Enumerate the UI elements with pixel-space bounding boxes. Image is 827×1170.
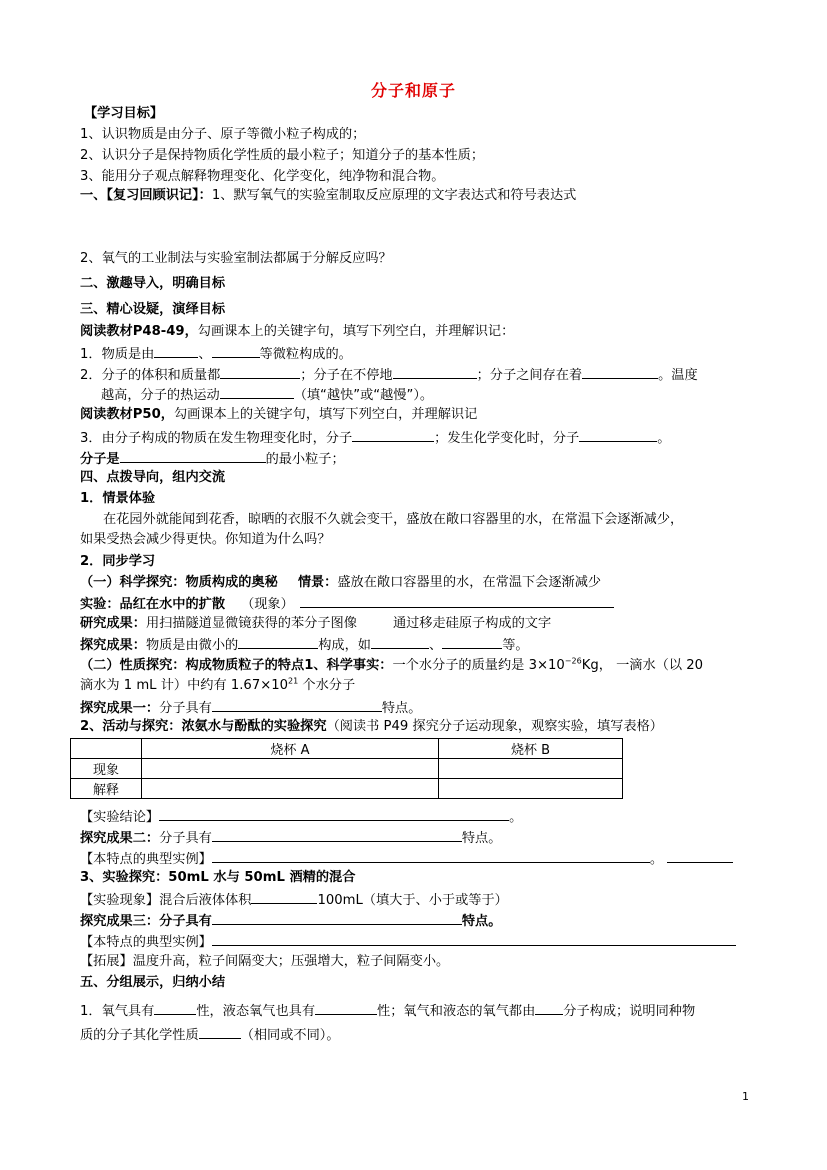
inquiry-1-line <box>80 573 601 593</box>
summary-question-1-cont <box>80 1024 340 1046</box>
summary-text: 1．氧气具有 <box>80 1004 155 1019</box>
inquiry-2-heading: （二）性质探究：构成物质粒子的特点 <box>80 658 305 673</box>
inquiry-1-heading: （一）科学探究：物质构成的奥秘 <box>80 575 278 590</box>
blank[interactable] <box>667 848 733 863</box>
q3-end: 。 <box>657 431 671 446</box>
table-cell-input[interactable] <box>142 779 439 799</box>
extension-text: 温度升高，粒子间隔变大；压强增大，粒子间隔变小。 <box>132 954 450 969</box>
achievement-2-text: 分子具有 <box>159 831 212 846</box>
table-cell-input[interactable] <box>439 759 623 779</box>
blank[interactable] <box>315 1000 377 1015</box>
review-line <box>80 186 576 206</box>
summary-question-1 <box>80 1000 695 1022</box>
blank[interactable] <box>212 848 650 863</box>
summary-text-d: 分子构成；说明同种物 <box>563 1004 696 1019</box>
blank[interactable] <box>535 1000 563 1015</box>
blank[interactable] <box>220 364 300 379</box>
blank[interactable] <box>220 384 294 399</box>
phenomenon-line <box>80 889 508 911</box>
summary-line2-end: （相同或不同）。 <box>240 1028 340 1043</box>
table-cell <box>71 739 142 759</box>
goals-heading: 【学习目标】 <box>84 106 164 121</box>
achievement-1-label: 探究成果一： <box>80 701 160 716</box>
blank[interactable] <box>159 806 509 821</box>
achievement-2-line <box>80 827 501 849</box>
summary-text-b: 性，液态氧气也具有 <box>196 1004 316 1019</box>
blank[interactable] <box>582 364 658 379</box>
def-text: 分子是 <box>80 452 120 467</box>
section-5-heading: 五、分组展示，归纳小结 <box>80 975 226 990</box>
page-title: 分子和原子 <box>370 81 456 100</box>
conclusion-line <box>80 806 522 828</box>
fact-text: 一个水分子的质量约是 3×10 <box>392 658 565 673</box>
fill-question-2-cont <box>101 384 433 406</box>
experiment-table <box>70 738 623 799</box>
blank[interactable] <box>120 448 266 463</box>
q2-text: 2．分子的体积和质量都 <box>80 368 221 383</box>
review-heading: 一、【复习回顾识记】： <box>80 188 212 203</box>
fact-text-2: 滴水为 1 mL 计）中约有 1.67×10 <box>80 678 289 693</box>
research-label: 研究成果： <box>80 616 146 631</box>
row-label: 现象 <box>71 759 142 779</box>
inquiry-2-line-cont <box>80 676 355 696</box>
typical-example-line <box>80 848 733 870</box>
sync-study-heading: 2．同步学习 <box>80 554 156 569</box>
blank[interactable] <box>238 634 318 649</box>
research-results-line <box>80 614 551 634</box>
fill-question-3 <box>80 427 670 449</box>
goal-item: 3、能用分子观点解释物理变化、化学变化，纯净物和混合物。 <box>80 169 445 184</box>
table-cell-input[interactable] <box>142 759 439 779</box>
blank[interactable] <box>212 910 462 925</box>
page-number: 1 <box>742 1090 749 1103</box>
table-row <box>71 779 623 799</box>
experiment-label: 实验：品红在水中的扩散 <box>80 597 226 612</box>
achievement-2-label: 探究成果二： <box>80 831 160 846</box>
scene-desc: 盛放在敞口容器里的水，在常温下会逐渐减少 <box>337 575 602 590</box>
phenomenon-end: 100mL（填大于、小于或等于） <box>317 893 508 908</box>
q3-text-b: ；发生化学变化时，分子 <box>434 431 580 446</box>
reading-text-1: 勾画课本上的关键字句，填写下列空白，并理解识记： <box>197 324 515 339</box>
conclusion-end: 。 <box>509 810 523 825</box>
achievement-1-text: 分子具有 <box>159 701 212 716</box>
reading-ref-1: 阅读教材P48-49， <box>80 324 198 339</box>
blank[interactable] <box>442 634 502 649</box>
achievement-3-line <box>80 910 501 932</box>
summary-text-c: 性；氧气和液态的氧气都由 <box>377 1004 536 1019</box>
q2-text-b: ；分子在不停地 <box>300 368 393 383</box>
q1-text: 1．物质是由 <box>80 347 155 362</box>
blank[interactable] <box>371 634 429 649</box>
achievement-3-label: 探究成果三：分子具有 <box>80 914 212 929</box>
blank[interactable] <box>212 697 382 712</box>
fill-question-2 <box>80 364 698 386</box>
fill-question-1 <box>80 343 352 365</box>
blank[interactable] <box>579 427 657 442</box>
activity-2-line <box>80 717 663 737</box>
fact-text-2b: 个水分子 <box>298 678 356 693</box>
section-4-heading: 四、点拨导向，组内交流 <box>80 470 226 485</box>
table-header: 烧杯 B <box>439 739 623 759</box>
scene-text: 在花园外就能闻到花香，晾晒的衣服不久就会变干，盛放在敞口容器里的水，在常温下会逐渐减少， <box>103 512 684 527</box>
activity-3-heading: 3、实验探究：50mL 水与 50mL 酒精的混合 <box>80 870 356 885</box>
table-row <box>71 759 623 779</box>
blank[interactable] <box>251 889 317 904</box>
scene-text-cont: 如果受热会减少得更快。你知道为什么吗？ <box>80 532 331 547</box>
achievement-end: 等。 <box>502 638 529 653</box>
achievement-1-line <box>80 697 421 719</box>
section-3-heading: 三、精心设疑，演绎目标 <box>80 302 226 317</box>
activity-2-instruction: （阅读书 P49 探究分子运动现象，观察实验，填写表格） <box>326 719 663 734</box>
def-end: 的最小粒子； <box>265 452 345 467</box>
q2-line2: 越高，分子的热运动 <box>101 388 220 403</box>
extension-label: 【拓展】 <box>80 954 133 969</box>
row-label: 解释 <box>71 779 142 799</box>
research-item-b: 通过移走硅原子构成的文字 <box>392 616 552 631</box>
blank[interactable] <box>212 931 736 946</box>
achievement-1-end: 特点。 <box>381 701 422 716</box>
blank[interactable] <box>154 1000 196 1015</box>
molecule-definition <box>80 448 345 470</box>
achievement-line <box>80 634 529 656</box>
typical-example-2-line <box>80 931 736 953</box>
achievement-text: 物质是由微小的 <box>145 638 239 653</box>
inquiry-2-line <box>80 656 703 676</box>
section-2-heading: 二、激趣导入，明确目标 <box>80 276 226 291</box>
blank[interactable] <box>352 427 434 442</box>
experiment-line <box>80 593 614 615</box>
q2-line2-end: （填“越快”或“越慢”）。 <box>293 388 434 403</box>
phenomenon-label: （现象） <box>241 597 294 612</box>
achievement-text-b: 构成，如 <box>318 638 371 653</box>
activity-2-heading: 2、活动与探究：浓氨水与酚酞的实验探究 <box>80 719 327 734</box>
blank[interactable] <box>212 827 462 842</box>
achievement-sep: 、 <box>429 638 443 653</box>
blank[interactable] <box>212 343 260 358</box>
table-header: 烧杯 A <box>142 739 439 759</box>
extension-line <box>80 952 449 972</box>
blank[interactable] <box>199 1024 241 1039</box>
achievement-2-end: 特点。 <box>461 831 502 846</box>
table-header-row <box>71 739 623 759</box>
fact-text-b: Kg， 一滴水（以 20 <box>581 658 703 673</box>
achievement-3-end: 特点。 <box>461 914 502 929</box>
typical-example-end: 。 <box>649 852 664 867</box>
fact-exponent-2: 21 <box>288 676 299 686</box>
reading-ref-2: 阅读教材P50， <box>80 407 174 422</box>
research-item-a: 用扫描隧道显微镜获得的苯分子图像 <box>145 616 357 631</box>
achievement-label: 探究成果： <box>80 638 146 653</box>
fact-label: 1、科学事实： <box>304 658 393 673</box>
q2-text-c: ；分子之间存在着 <box>476 368 583 383</box>
blank[interactable] <box>300 593 614 608</box>
table-cell-input[interactable] <box>439 779 623 799</box>
fact-exponent: −26 <box>564 656 582 666</box>
scene-heading: 1．情景体验 <box>80 491 156 506</box>
review-question-1: 1、默写氧气的实验室制取反应原理的文字表达式和符号表达式 <box>211 188 577 203</box>
reading-instruction-1 <box>80 322 514 342</box>
review-question-2: 2、氧气的工业制法与实验室制法都属于分解反应吗？ <box>80 251 392 266</box>
reading-text-2: 勾画课本上的关键字句，填写下列空白，并理解识记 <box>173 407 478 422</box>
q3-text: 3．由分子构成的物质在发生物理变化时，分子 <box>80 431 353 446</box>
q1-end: 等微粒构成的。 <box>259 347 352 362</box>
scene-label: 情景： <box>297 575 338 590</box>
blank[interactable] <box>393 364 477 379</box>
goal-item: 1、认识物质是由分子、原子等微小粒子构成的； <box>80 127 366 142</box>
blank[interactable] <box>154 343 198 358</box>
phenomenon-bracket-label: 【实验现象】 <box>80 893 160 908</box>
conclusion-label: 【实验结论】 <box>80 810 160 825</box>
reading-instruction-2 <box>80 405 477 425</box>
typical-example-label: 【本特点的典型实例】 <box>80 852 212 867</box>
typical-example-2-label: 【本特点的典型实例】 <box>80 935 212 950</box>
summary-line2: 质的分子其化学性质 <box>80 1028 199 1043</box>
q2-text-d: 。温度 <box>658 368 698 383</box>
q1-sep: 、 <box>198 347 212 362</box>
goal-item: 2、认识分子是保持物质化学性质的最小粒子；知道分子的基本性质； <box>80 148 485 163</box>
phenomenon-text: 混合后液体体积 <box>159 893 252 908</box>
